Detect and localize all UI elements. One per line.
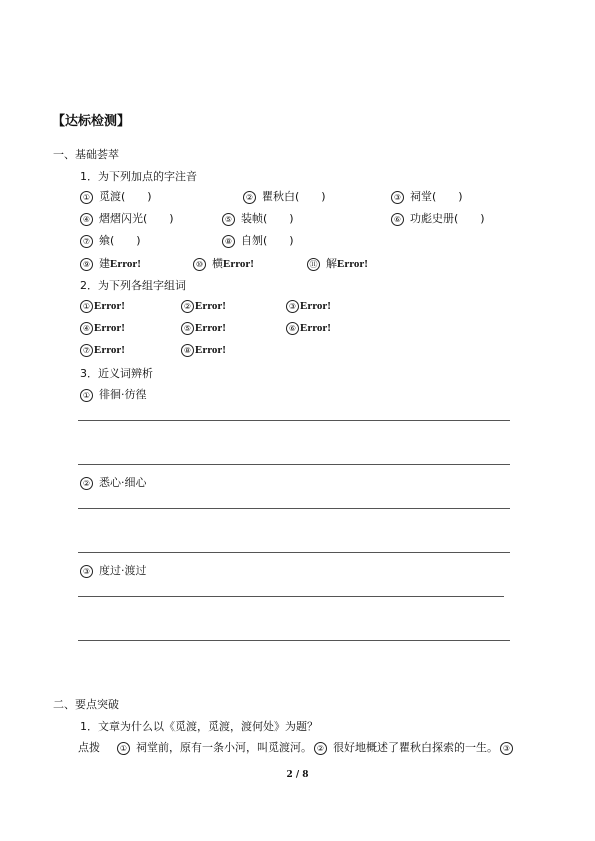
q1-item-1 — [80, 188, 152, 204]
hint-3-num: ③ — [500, 742, 513, 755]
hint-2-text: 很好地概述了瞿秋白探索的一生。 — [333, 741, 498, 754]
q2-item-1-error: Error! — [94, 300, 125, 312]
q1-item-10-error: Error! — [223, 258, 254, 270]
answer-line — [78, 420, 510, 421]
q3-item-2-text: 悉心·细心 — [99, 476, 147, 489]
q1-item-6-num: ⑥ — [391, 213, 404, 226]
q1-item-4 — [80, 210, 174, 226]
q1-item-10-num: ⑩ — [193, 258, 206, 271]
q3-item-3-num: ③ — [80, 565, 93, 578]
q1-item-5-text: 装帧( ) — [241, 212, 294, 225]
q1-item-9-prefix: 建 — [99, 257, 110, 270]
q3-item-3-text: 度过·渡过 — [99, 564, 147, 577]
answer-line — [78, 464, 510, 465]
q1-item-7-num: ⑦ — [80, 235, 93, 248]
q1-item-11-prefix: 解 — [326, 257, 337, 270]
q1-item-7 — [80, 232, 141, 248]
q1-item-6-text: 功彪史册( ) — [410, 212, 485, 225]
answer-line — [78, 596, 504, 597]
q2-item-3-error: Error! — [300, 300, 331, 312]
q1-item-8 — [222, 232, 294, 248]
q1-item-4-num: ④ — [80, 213, 93, 226]
q1-item-11-num: ⑪ — [307, 258, 320, 271]
q3-item-1-num: ① — [80, 389, 93, 402]
q1-item-9-num: ⑨ — [80, 258, 93, 271]
q2-item-6 — [286, 321, 331, 335]
q2-item-7 — [80, 343, 125, 357]
q1-item-5-num: ⑤ — [222, 213, 235, 226]
section-heading-basics: 一、基础荟萃 — [53, 148, 119, 161]
answer-line — [78, 640, 510, 641]
q2-item-2-error: Error! — [195, 300, 226, 312]
q1-item-8-text: 自刎( ) — [241, 234, 294, 247]
q3-prompt: 3．近义词辨析 — [80, 367, 153, 380]
q2-item-6-error: Error! — [300, 322, 331, 334]
q1-item-10 — [193, 255, 254, 271]
q1-item-7-text: 飨( ) — [99, 234, 141, 247]
q1-item-8-num: ⑧ — [222, 235, 235, 248]
q1-item-6 — [391, 210, 485, 226]
q1-prompt: 1．为下列加点的字注音 — [80, 170, 197, 183]
q2-item-8-error: Error! — [195, 344, 226, 356]
q3-item-2 — [80, 474, 147, 490]
answer-line — [78, 552, 510, 553]
q2-item-8-num: ⑧ — [181, 344, 194, 357]
hint-1-num: ① — [117, 742, 130, 755]
q1-item-9-error: Error! — [110, 258, 141, 270]
s2-q1-prompt: 1．文章为什么以《觅渡，觅渡，渡何处》为题？ — [80, 720, 318, 733]
q1-item-2-text: 瞿秋白( ) — [262, 190, 326, 203]
hint-2-num: ② — [314, 742, 327, 755]
page-number: 2 / 8 — [286, 770, 309, 780]
q1-item-2-num: ② — [243, 191, 256, 204]
q2-item-6-num: ⑥ — [286, 322, 299, 335]
hint-1-text: 祠堂前，原有一条小河，叫觅渡河。 — [136, 741, 312, 754]
q2-item-5-error: Error! — [195, 322, 226, 334]
hint-label: 点拨 — [78, 741, 100, 754]
q2-item-3-num: ③ — [286, 300, 299, 313]
q2-prompt: 2．为下列各组字组词 — [80, 279, 186, 292]
q3-item-1 — [80, 386, 147, 402]
q3-item-1-text: 徘徊·彷徨 — [99, 388, 147, 401]
q2-item-4-error: Error! — [94, 322, 125, 334]
q2-item-5-num: ⑤ — [181, 322, 194, 335]
q2-item-2-num: ② — [181, 300, 194, 313]
q1-item-4-text: 熠熠闪光( ) — [99, 212, 174, 225]
q3-item-2-num: ② — [80, 477, 93, 490]
q2-item-1 — [80, 299, 125, 313]
q2-item-2 — [181, 299, 226, 313]
q2-item-7-error: Error! — [94, 344, 125, 356]
q2-item-5 — [181, 321, 226, 335]
section-heading-key-points: 二、要点突破 — [53, 698, 119, 711]
q1-item-3-num: ③ — [391, 191, 404, 204]
q2-item-3 — [286, 299, 331, 313]
q1-item-1-text: 觅渡( ) — [99, 190, 152, 203]
q1-item-1-num: ① — [80, 191, 93, 204]
q1-item-9 — [80, 255, 141, 271]
q1-item-10-prefix: 横 — [212, 257, 223, 270]
q2-item-4 — [80, 321, 125, 335]
q1-item-11 — [307, 255, 368, 271]
q1-item-5 — [222, 210, 294, 226]
q1-item-3-text: 祠堂( ) — [410, 190, 463, 203]
q2-item-1-num: ① — [80, 300, 93, 313]
section-title: 【达标检测】 — [52, 114, 131, 129]
q2-item-4-num: ④ — [80, 322, 93, 335]
q1-item-2 — [243, 188, 326, 204]
q2-item-7-num: ⑦ — [80, 344, 93, 357]
q1-item-3 — [391, 188, 463, 204]
hint-line — [78, 739, 519, 755]
answer-line — [78, 508, 510, 509]
q3-item-3 — [80, 562, 147, 578]
q2-item-8 — [181, 343, 226, 357]
q1-item-11-error: Error! — [337, 258, 368, 270]
